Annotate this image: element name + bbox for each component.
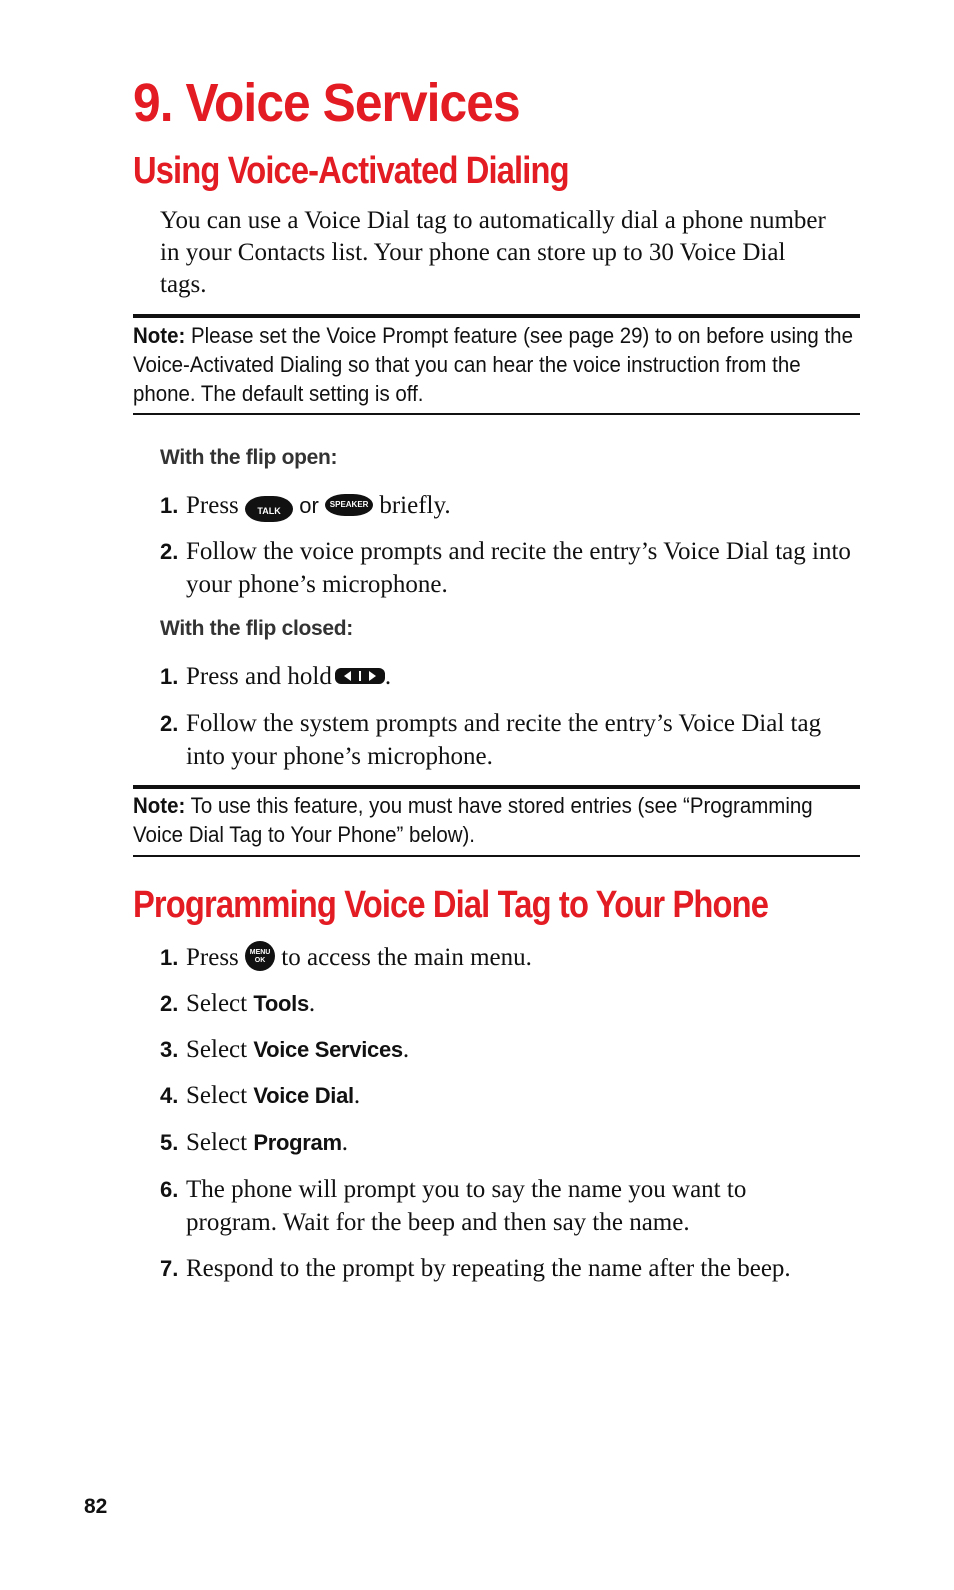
menu-item-tools: Tools [253, 991, 309, 1016]
program-step-6 [160, 1173, 860, 1243]
menu-item-voice-services: Voice Services [253, 1037, 403, 1062]
step-text: Follow the system prompts and recite the entry’s Voice Dial tag into your phone’s microphone. [186, 710, 822, 770]
step-number: 1. [160, 945, 179, 970]
flip-open-step-2 [160, 535, 860, 605]
step-text-after: to access the main menu. [281, 944, 532, 971]
note2-top-rule [133, 785, 860, 789]
step-number: 1. [160, 664, 179, 689]
flip-open-step-1 [160, 489, 860, 523]
menu-ok-key-icon: MENU OK [245, 941, 275, 971]
program-step-3: 3. Select Voice Services. [160, 1033, 860, 1067]
flip-closed-step-2 [160, 707, 860, 777]
note-top-rule [133, 314, 860, 318]
step-text-briefly: briefly. [379, 492, 451, 519]
note2-bottom-rule [133, 855, 860, 857]
subhead-flip-closed: With the flip closed: [160, 617, 354, 640]
step-number: 5. [160, 1130, 179, 1155]
step-number: 1. [160, 493, 179, 518]
program-step-4: 4. Select Voice Dial. [160, 1079, 860, 1113]
subhead-flip-open: With the flip open: [160, 446, 338, 469]
chapter-title: 9. Voice Services [133, 73, 520, 133]
step-text: Follow the voice prompts and recite the entry’s Voice Dial tag into your phone’s microphone. [186, 538, 851, 598]
menu-item-program: Program [253, 1130, 342, 1155]
step-number: 2. [160, 991, 179, 1016]
side-key-icon [335, 668, 385, 684]
section-title-programming-voice-dial: Programming Voice Dial Tag to Your Phone [133, 884, 769, 926]
speaker-key-icon: SPEAKER [325, 494, 373, 516]
section-title-voice-activated-dialing: Using Voice-Activated Dialing [133, 150, 569, 192]
program-step-5: 5. Select Program. [160, 1126, 860, 1160]
note-bottom-rule [133, 413, 860, 415]
step-number: 4. [160, 1083, 179, 1108]
step-text-or: or [299, 493, 319, 518]
program-step-2: 2. Select Tools. [160, 987, 860, 1021]
intro-paragraph: You can use a Voice Dial tag to automatically dial a phone number in your Contacts list. Your phone can store up to 30 Voice Dial tags. [160, 207, 826, 298]
menu-item-voice-dial: Voice Dial [253, 1083, 354, 1108]
step-text-press: Press [186, 492, 239, 519]
talk-key-icon: TALK [245, 496, 293, 522]
note-text: To use this feature, you must have stored entries (see “Programming Voice Dial Tag to Your Phone” below). [133, 793, 813, 847]
step-text-period: . [384, 663, 392, 690]
step-number: 2. [160, 539, 179, 564]
program-step-1 [160, 941, 860, 975]
step-text-press-and-hold: Press and hold [186, 663, 332, 690]
step-text-press: Press [186, 944, 239, 971]
flip-closed-step-1 [160, 660, 860, 694]
step-text: Respond to the prompt by repeating the name after the beep. [186, 1255, 791, 1282]
step-text: The phone will prompt you to say the name you want to program. Wait for the beep and then say the name. [186, 1176, 747, 1236]
step-number: 3. [160, 1037, 179, 1062]
note-label: Note: [133, 793, 186, 818]
note-text: Please set the Voice Prompt feature (see page 29) to on before using the Voice-Activated Dialing so that you can hear the voice instruction from the phone. The default setting is off. [133, 323, 853, 406]
note-stored-entries [133, 791, 860, 849]
step-number: 7. [160, 1256, 179, 1281]
step-number: 6. [160, 1177, 179, 1202]
page-number: 82 [84, 1495, 108, 1518]
step-number: 2. [160, 711, 179, 736]
program-step-7 [160, 1252, 860, 1286]
note-voice-prompt [133, 321, 860, 408]
note-label: Note: [133, 323, 186, 348]
